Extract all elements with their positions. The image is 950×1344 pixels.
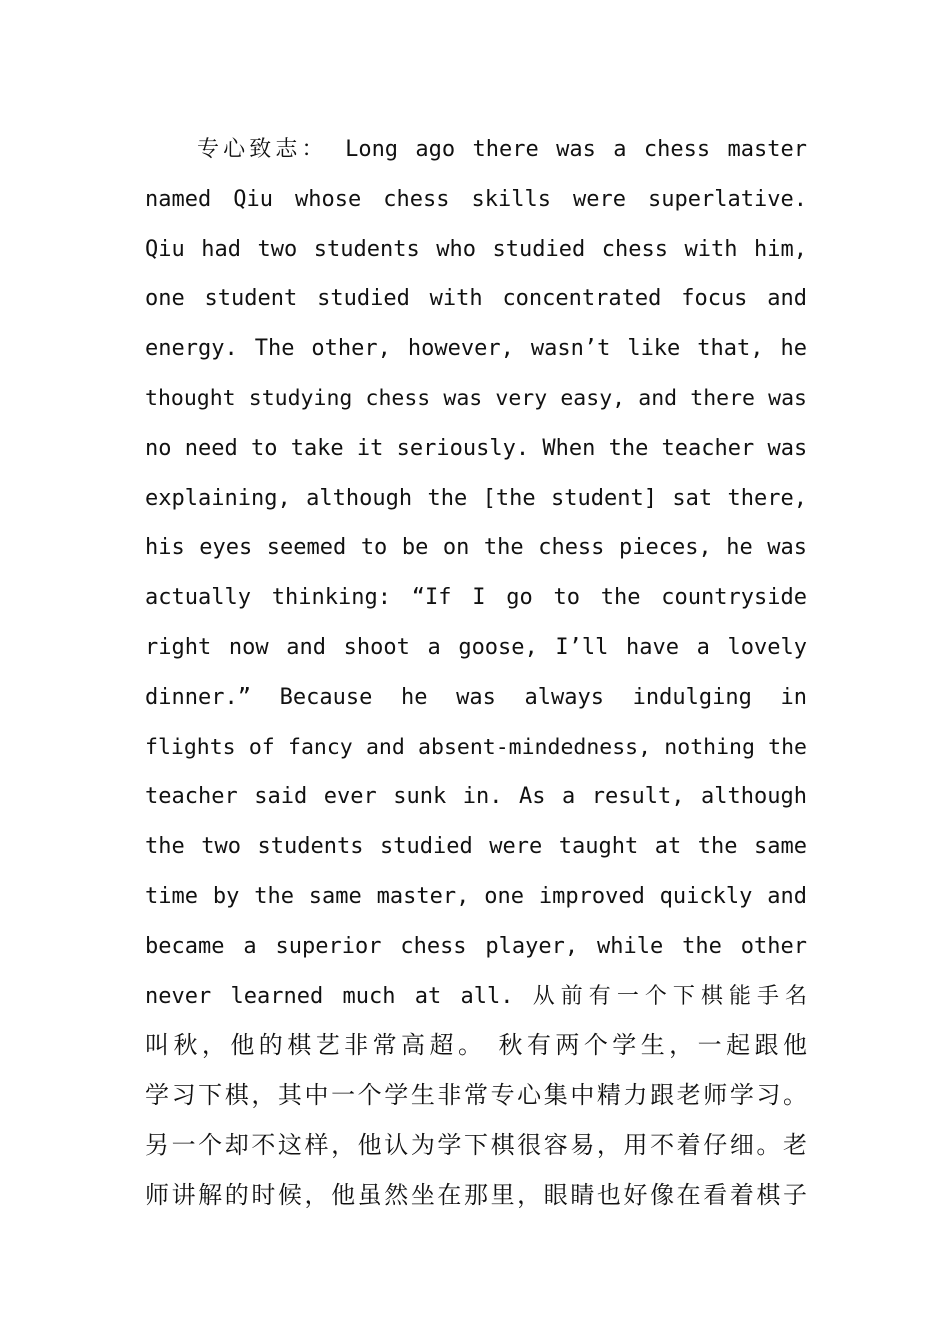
text-line: 专心致志： Long ago there was a chess master: [197, 137, 807, 162]
text-line: actually thinking: “If I go to the countryside: [145, 585, 807, 611]
text-line: energy. The other, however, wasn’t like that, he: [145, 336, 807, 362]
text-line: flights of fancy and absent-mindedness, nothing the: [145, 734, 807, 760]
text-line: the two students studied were taught at the same: [145, 834, 807, 860]
text-line: no need to take it seriously. When the teacher was: [145, 435, 808, 461]
text-line: never learned much at all. 从前有一个下棋能手名: [145, 983, 807, 1009]
text-line: Qiu had two students who studied chess with him,: [145, 236, 807, 262]
text-line: time by the same master, one improved quickly and: [145, 883, 807, 909]
text-line: teacher said ever sunk in. As a result, although: [145, 784, 807, 810]
text-line: explaining, although the [the student] sat there,: [145, 485, 807, 511]
text-line: became a superior chess player, while the other: [145, 933, 807, 959]
text-line: 另一个却不这样，他认为学下棋很容易，用不着仔细。老: [145, 1130, 807, 1159]
text-line: one student studied with concentrated focus and: [145, 286, 807, 312]
text-line: thought studying chess was very easy, and there was: [145, 385, 807, 411]
text-line: dinner.” Because he was always indulging in: [145, 684, 807, 710]
text-line: right now and shoot a goose, I’ll have a lovely: [145, 634, 807, 660]
text-line: his eyes seemed to be on the chess pieces, he was: [145, 535, 807, 561]
text-line: 叫秋，他的棋艺非常高超。 秋有两个学生，一起跟他: [145, 1031, 807, 1060]
text-line: named Qiu whose chess skills were superlative.: [145, 186, 807, 212]
text-line: 师讲解的时候，他虽然坐在那里，眼睛也好像在看着棋子: [145, 1180, 807, 1209]
text-line: 学习下棋，其中一个学生非常专心集中精力跟老师学习。: [145, 1081, 807, 1110]
document-body: [145, 125, 807, 1221]
